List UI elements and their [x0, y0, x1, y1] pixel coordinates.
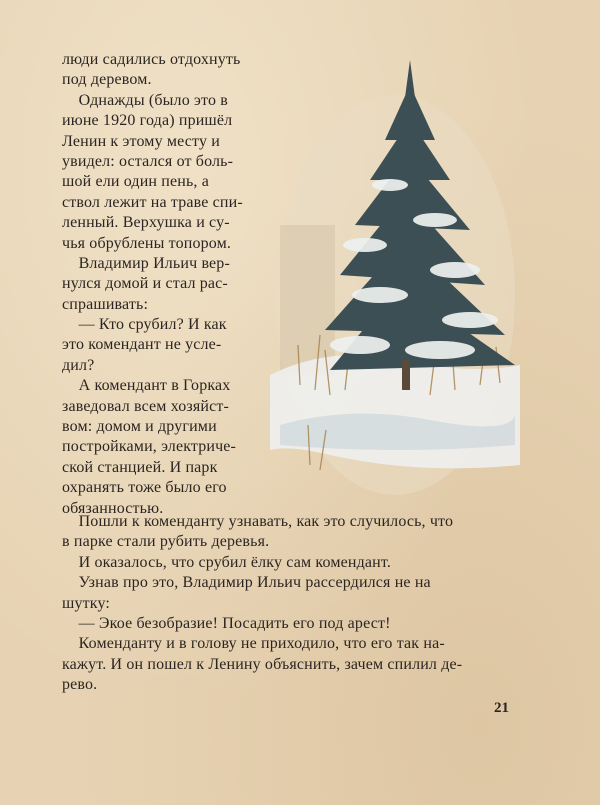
text-line: Однажды (было это в: [62, 91, 228, 109]
text-line: шутку:: [62, 594, 110, 612]
text-line: увидел: остался от боль-: [62, 152, 234, 170]
page-number: 21: [494, 700, 509, 716]
text-line: — Кто срубил? И как: [62, 316, 227, 334]
text-line: Ленин к этому месту и: [62, 132, 220, 150]
text-line: под деревом.: [62, 71, 152, 89]
text-line: Пошли к коменданту узнавать, как это случилось, что: [62, 513, 454, 530]
text-line: ствол лежит на траве спи-: [62, 193, 243, 211]
spruce-illustration: [270, 45, 520, 500]
text-line: чья обрублены топором.: [62, 234, 232, 252]
text-full-width: [62, 512, 522, 696]
text-line: Узнав про это, Владимир Ильич рассердился не на: [62, 574, 431, 592]
text-line: вом: домом и другими: [62, 418, 217, 436]
text-line: в парке стали рубить деревья.: [62, 533, 270, 551]
text-line: А комендант в Горках: [62, 377, 231, 395]
text-line: ленный. Верхушка и су-: [62, 214, 230, 232]
text-column-left: [62, 50, 272, 519]
text-line: нулся домой и стал рас-: [62, 275, 228, 293]
text-line: кажут. И он пошел к Ленину объяснить, зачем спилил де-: [62, 655, 463, 673]
text-line: спрашивать:: [62, 295, 149, 313]
text-line: июне 1920 года) пришёл: [62, 112, 233, 130]
text-line: — Экое безобразие! Посадить его под арест!: [62, 614, 391, 632]
text-line: обязанностью.: [62, 499, 164, 517]
text-line: постройками, электриче-: [62, 438, 237, 456]
text-line: Владимир Ильич вер-: [62, 254, 230, 272]
text-line: дил?: [62, 356, 95, 374]
text-line: охранять тоже было его: [62, 479, 227, 497]
text-line: рево.: [62, 676, 98, 694]
text-line: И оказалось, что срубил ёлку сам комендант.: [62, 553, 391, 571]
text-line: заведовал всем хозяйст-: [62, 397, 229, 415]
text-line: люди садились отдохнуть: [62, 51, 241, 68]
text-line: Коменданту и в голову не приходило, что его так на-: [62, 635, 445, 653]
text-line: ской станцией. И парк: [62, 458, 218, 476]
text-line: это комендант не усле-: [62, 336, 222, 354]
text-line: шой ели один пень, а: [62, 173, 209, 191]
